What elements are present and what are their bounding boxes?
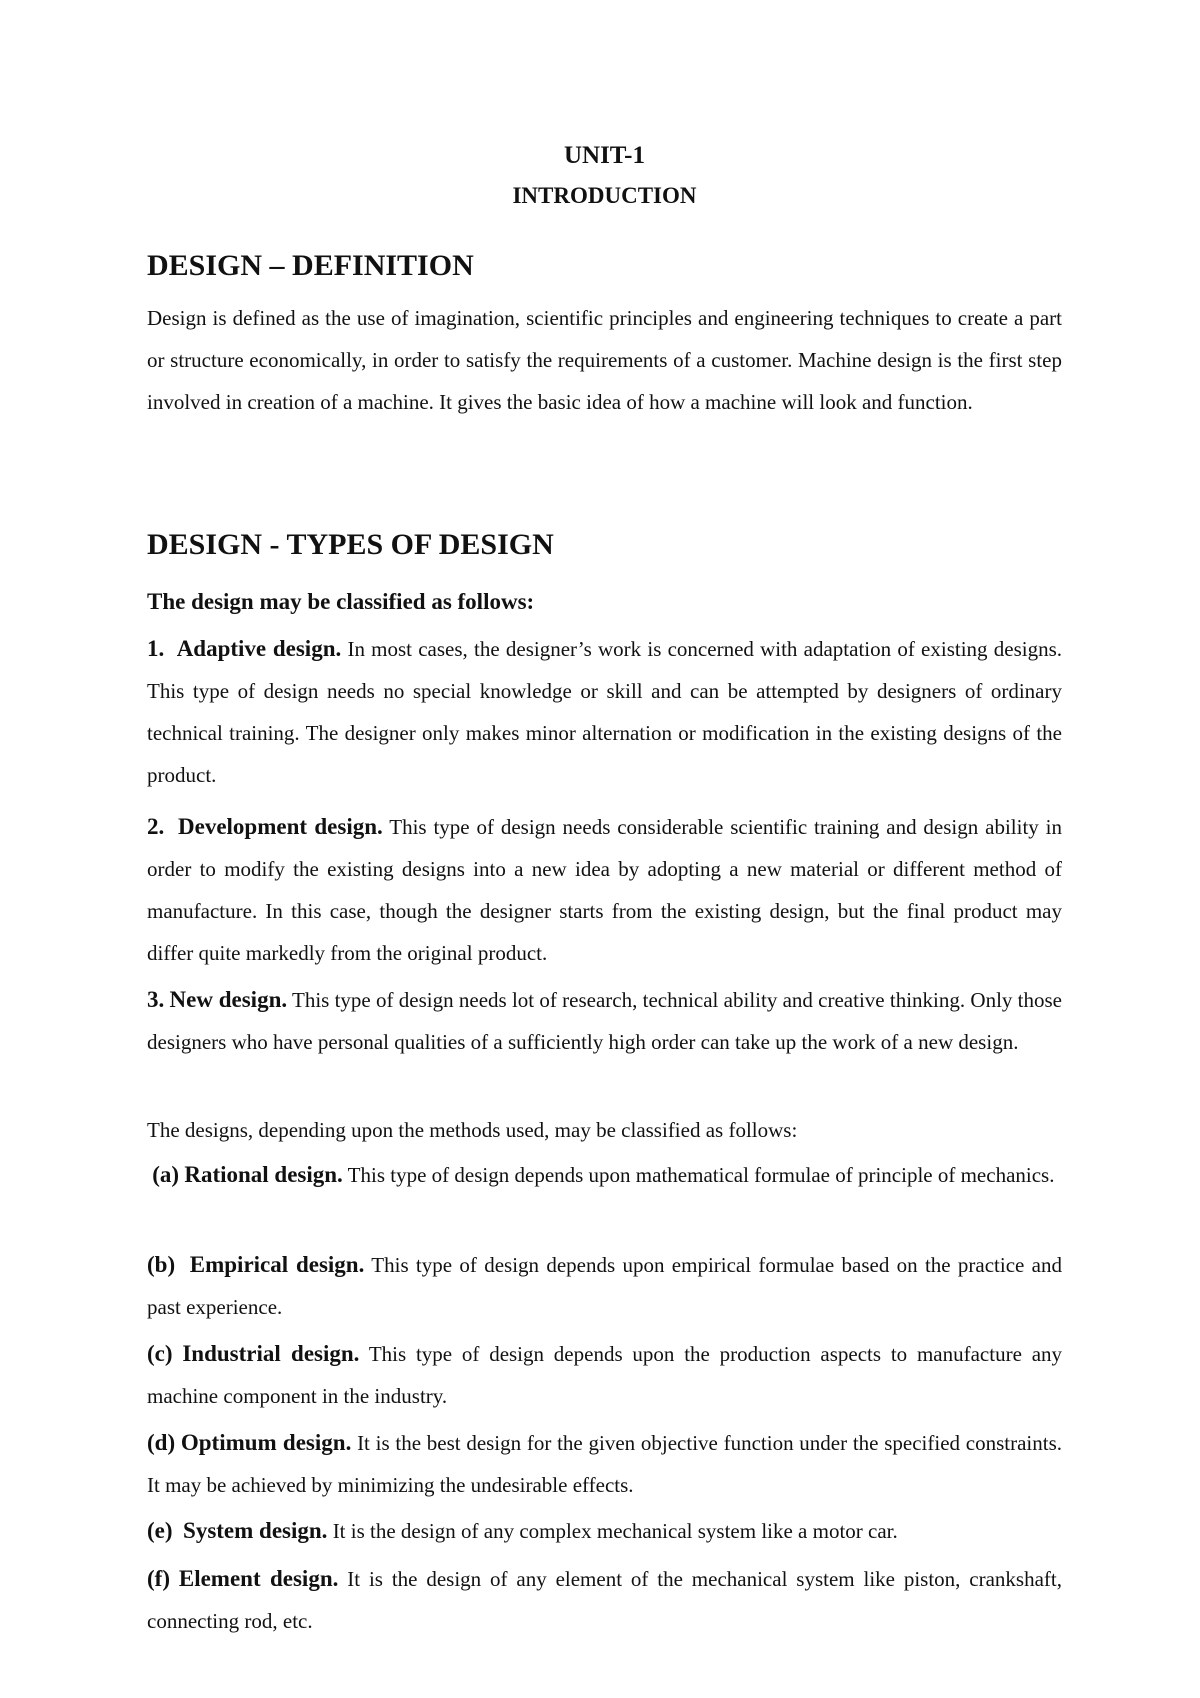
type-item-development xyxy=(147,806,1062,974)
method-item-optimum xyxy=(147,1422,1062,1506)
item-marker: (d) xyxy=(147,1430,176,1455)
item-text: It is the design of any element of the mechanical system like piston, crankshaft, connecting rod, etc. xyxy=(147,1567,1063,1633)
item-text: This type of design depends upon empirical formulae based on the practice and past experience. xyxy=(147,1253,1063,1319)
item-text: This type of design needs lot of research, technical ability and creative thinking. Only those designers who have personal qualities of a sufficiently high order can take up the work of a new design. xyxy=(147,988,1062,1054)
types-lead: The design may be classified as follows: xyxy=(147,589,535,614)
item-marker: 3. xyxy=(147,987,165,1012)
item-text: This type of design needs considerable scientific training and design ability in order to modify the existing designs into a new idea by adopting a new material or different method of manufacture. In this case, though the designer starts from the existing design, but the final product may differ quite markedly from the original product. xyxy=(147,815,1062,965)
method-item-element xyxy=(147,1558,1062,1642)
types-heading: DESIGN - TYPES OF DESIGN xyxy=(147,528,554,561)
item-term: Empirical design. xyxy=(189,1252,365,1277)
type-item-adaptive xyxy=(147,628,1062,796)
item-text: It is the best design for the given objective function under the specified constraints. It may be achieved by minimizing the undesirable effects. xyxy=(147,1431,1062,1497)
item-text: This type of design depends upon mathematical formulae of principle of mechanics. xyxy=(342,1163,1055,1187)
unit-title: UNIT-1 xyxy=(563,142,646,169)
item-term: Rational design. xyxy=(184,1162,343,1187)
methods-lead: The designs, depending upon the methods used, may be classified as follows: xyxy=(147,1118,798,1142)
item-marker: (c) xyxy=(147,1341,173,1366)
item-text: In most cases, the designer’s work is concerned with adaptation of existing designs. This type of design needs no special knowledge or skill and can be attempted by designers of ordinary technical training. The designer only makes minor alternation or modification in the existing designs of the product. xyxy=(147,637,1062,787)
item-text: It is the design of any complex mechanical system like a motor car. xyxy=(327,1519,898,1543)
definition-paragraph: Design is defined as the use of imagination, scientific principles and engineering techniques to create a part or structure economically, in order to satisfy the requirements of a customer. Machine design is the first step involved in creation of a machine. It gives the basic idea of how a machine will look and function. xyxy=(147,306,1062,414)
item-term: New design. xyxy=(169,987,288,1012)
method-item-system xyxy=(147,1510,1062,1552)
item-marker: (f) xyxy=(147,1566,170,1591)
item-text: This type of design depends upon the production aspects to manufacture any machine component in the industry. xyxy=(147,1342,1063,1408)
item-marker: (b) xyxy=(147,1252,176,1277)
item-term: Industrial design. xyxy=(182,1341,360,1366)
type-item-new xyxy=(147,979,1062,1063)
item-term: Adaptive design. xyxy=(176,636,342,661)
section-title: INTRODUCTION xyxy=(512,183,697,208)
item-term: System design. xyxy=(183,1518,328,1543)
item-term: Development design. xyxy=(178,814,383,839)
method-item-industrial xyxy=(147,1333,1062,1417)
item-marker: 2. xyxy=(147,814,165,839)
item-marker: (e) xyxy=(147,1518,173,1543)
item-marker: (a) xyxy=(152,1162,180,1187)
method-item-empirical xyxy=(147,1244,1062,1328)
item-marker: 1. xyxy=(147,636,165,661)
method-item-rational xyxy=(147,1154,1062,1196)
item-term: Element design. xyxy=(178,1566,339,1591)
item-term: Optimum design. xyxy=(180,1430,352,1455)
definition-heading: DESIGN – DEFINITION xyxy=(147,249,474,282)
